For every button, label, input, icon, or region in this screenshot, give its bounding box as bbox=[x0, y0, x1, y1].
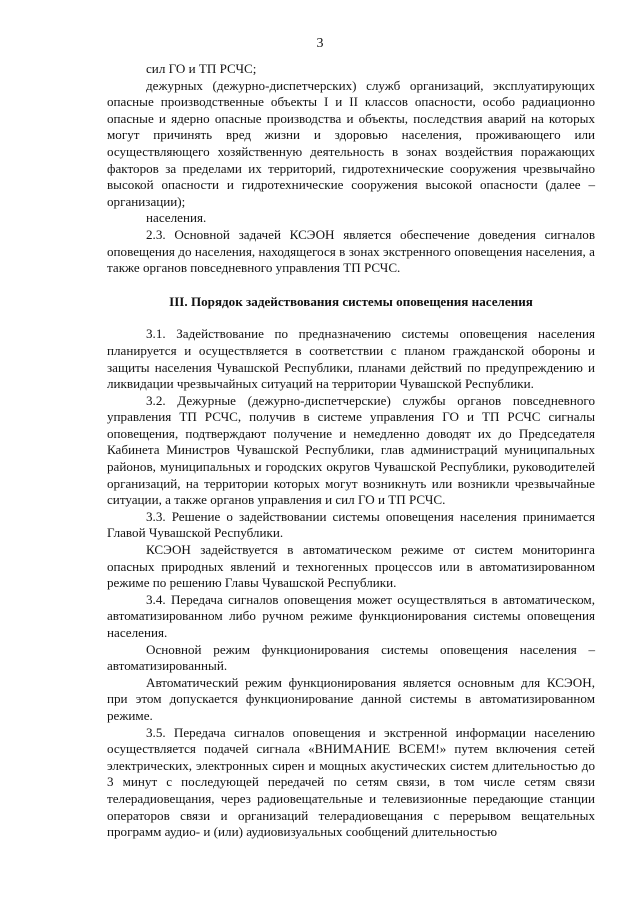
paragraph-3-5: 3.5. Передача сигналов оповещения и экстренной информации населению осуществляется подачей сигнала «ВНИМАНИЕ ВСЕМ!» путем включения сетей электрических, электронных сирен и мощных акустических систем длительностью до 3 минут с последующей передачей по сетям связи, в том числе сетям связи телерадиовещания, через радиовещательные и телевизионные передающие станции операторов связи и организаций телерадиовещания с перерывом вещательных программ аудио- и (или) аудиовизуальных сообщений длительностью bbox=[107, 724, 595, 840]
paragraph-population: населения. bbox=[146, 210, 207, 226]
paragraph-3-1: 3.1. Задействование по предназначению системы оповещения населения планируется и осуществляется в соответствии с планом гражданской обороны и защиты населения Чувашской Республики, планами действий по предупреждению и ликвидации чрезвычайных ситуаций на территории Чувашской Республики. bbox=[107, 326, 595, 392]
paragraph-kseon-mode: КСЭОН задействуется в автоматическом режиме от систем мониторинга опасных природных явлений и техногенных процессов или в автоматизированном режиме по решению Главы Чувашской Республики. bbox=[107, 542, 595, 591]
paragraph-forces-go: сил ГО и ТП РСЧС; bbox=[146, 61, 257, 76]
paragraph-3-4: 3.4. Передача сигналов оповещения может осуществляться в автоматическом, автоматизированном либо ручном режиме функционирования системы оповещения населения. bbox=[107, 591, 595, 640]
paragraph-main-mode: Основной режим функционирования системы оповещения населения – автоматизированный. bbox=[107, 641, 595, 674]
paragraph-auto-mode: Автоматический режим функционирования является основным для КСЭОН, при этом допускается функционирование данной системы в автоматизированном режиме. bbox=[107, 674, 595, 723]
page-number: 3 bbox=[316, 36, 324, 51]
page-body bbox=[107, 61, 595, 841]
paragraph-3-3: 3.3. Решение о задействовании системы оповещения населения принимается Главой Чувашской Республики. bbox=[107, 508, 595, 541]
section-heading: III. Порядок задействования системы оповещения населения bbox=[169, 293, 533, 309]
paragraph-2-3: 2.3. Основной задачей КСЭОН является обеспечение доведения сигналов оповещения до населения, находящегося в зонах экстренного оповещения населения, а также органов повседневного управления ТП РСЧС. bbox=[107, 226, 595, 276]
paragraph-duty-services: дежурных (дежурно-диспетчерских) служб организаций, эксплуатирующих опасные производственные объекты I и II классов опасности, особо радиационно опасные и ядерно опасные производства и объекты, последствия аварий на которых могут причинять вред жизни и здоровью населения, проживающего или осуществляющего хозяйственную деятельность в зонах воздействия поражающих факторов за пределами их территорий, гидротехнические сооружения чрезвычайно высокой опасности и гидротехнические сооружения высокой опасности (далее – организации); bbox=[107, 77, 595, 209]
paragraph-3-2: 3.2. Дежурные (дежурно-диспетчерские) службы органов повседневного управления ТП РСЧС, получив в системе управления ГО и ТП РСЧС сигналы оповещения, подтверждают получение и немедленно доводят их до Председателя Кабинета Министров Чувашской Республики, глав администраций муниципальных районов, муниципальных и городских округов Чувашской Республики, руководителей организаций, на территории которых могут возникнуть или возникли чрезвычайные ситуации, а также органов управления и сил ГО и ТП РСЧС. bbox=[107, 392, 595, 508]
